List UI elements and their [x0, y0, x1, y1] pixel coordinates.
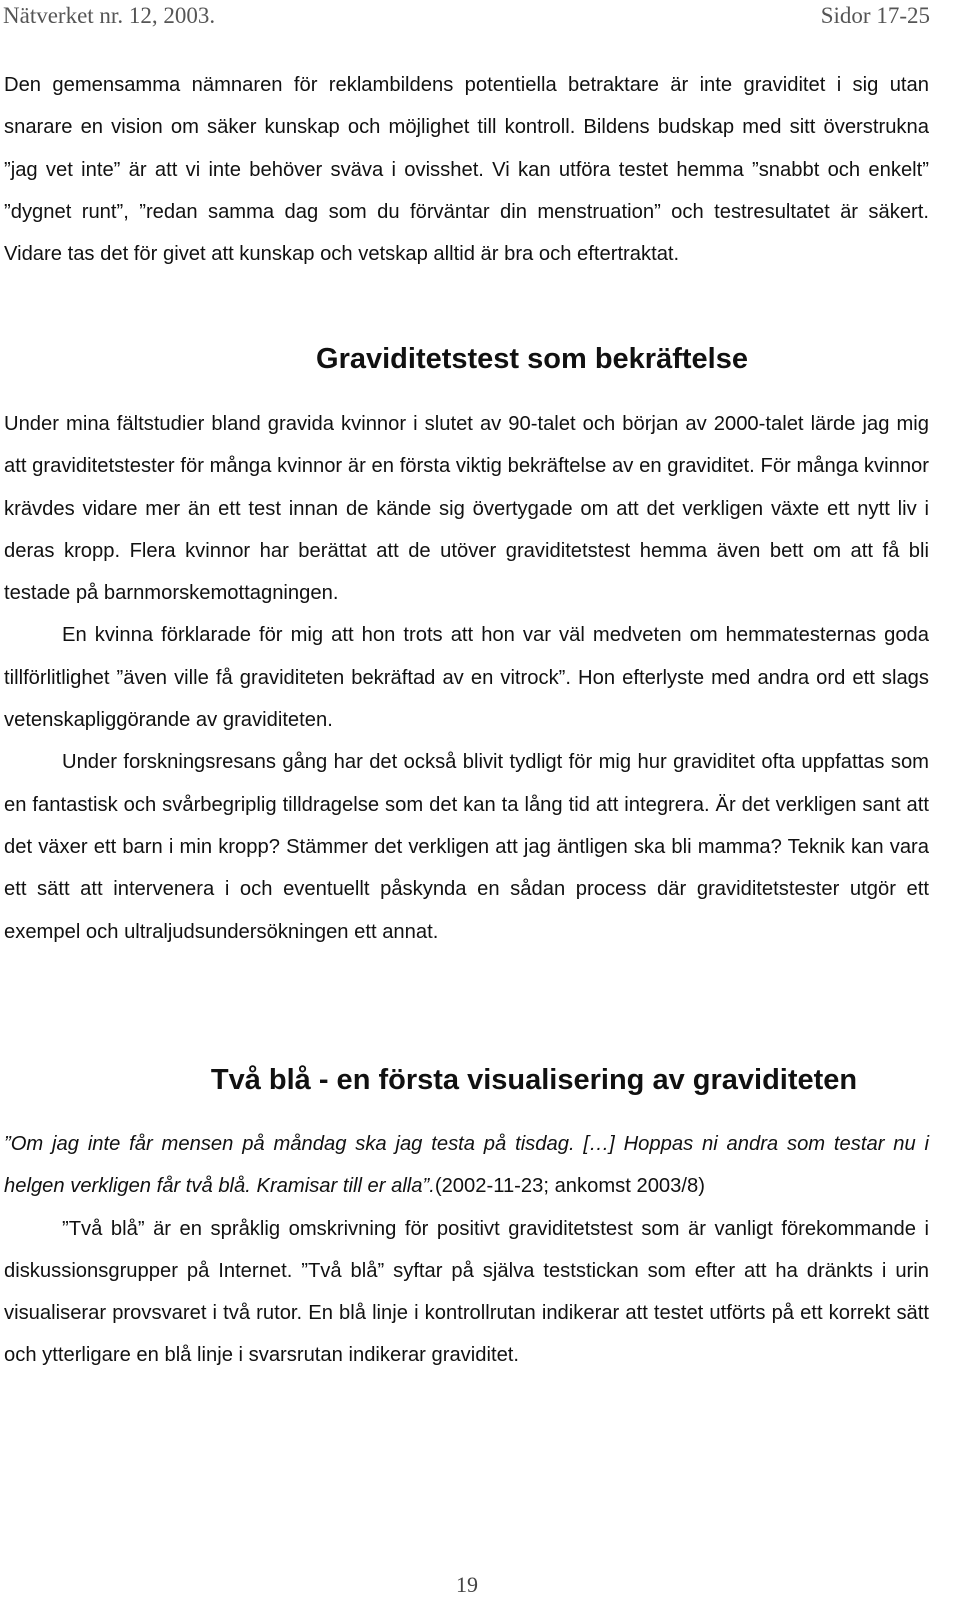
- body-paragraph: Under forskningsresans gång har det också blivit tydligt för mig hur graviditet ofta uppfattas som en fantastisk och svårbegriplig tilldragelse som det kan ta lång tid att integrera. Är det verkligen sant att det växer ett barn i min kropp? Stämmer det verkligen att jag äntligen ska bli mamma? Teknik kan vara ett sätt att intervenera i och eventuellt påskynda en sådan process där graviditetstester utgör ett exempel och ultraljudsundersökningen ett annat.: [4, 751, 929, 943]
- section-text-block: [4, 403, 929, 953]
- running-header: [3, 3, 930, 39]
- body-paragraph: Den gemensamma nämnaren för reklambildens potentiella betraktare är inte graviditet i sig utan snarare en vision om säker kunskap och möjlighet till kontroll. Bildens budskap med sitt överstrukna ”jag vet inte” är att vi inte behöver sväva i ovisshet. Vi kan utföra testet hemma ”snabbt och enkelt” ”dygnet runt”, ”redan samma dag som du förväntar din menstruation” och testresultatet är säkert. Vidare tas det för givet att kunskap och vetskap alltid är bra och eftertraktat.: [4, 74, 929, 266]
- body-paragraph: Under mina fältstudier bland gravida kvinnor i slutet av 90-talet och början av 2000-talet lärde jag mig att graviditetstester för många kvinnor är en första viktig bekräftelse av en graviditet. För många kvinnor krävdes vidare mer än ett test innan de kände sig övertygade om att det verkligen växte ett nytt liv i deras kropp. Flera kvinnor har berättat att de utöver graviditetstest hemma även bett om att få bli testade på barnmorskemottagningen.: [4, 413, 929, 605]
- page-range: Sidor 17-25: [820, 3, 930, 28]
- quote-source: (2002-11-23; ankomst 2003/8): [434, 1175, 705, 1198]
- page-number: 19: [456, 1572, 478, 1597]
- journal-issue: Nätverket nr. 12, 2003.: [3, 3, 216, 28]
- section-heading: Graviditetstest som bekräftelse: [316, 343, 748, 375]
- forum-quote: ”Om jag inte får mensen på måndag ska jag testa på tisdag. […] Hoppas ni andra som testar nu i helgen verkligen får två blå. Kramisar till er alla”.: [4, 1133, 929, 1198]
- body-paragraph: ”Två blå” är en språklig omskrivning för positivt graviditetstest som är vanligt förekommande i diskussionsgrupper på Internet. ”Två blå” syftar på själva teststickan som efter att ha dränkts i urin visualiserar provsvaret i två rutor. En blå linje i kontrollrutan indikerar att testet utförts på ett korrekt sätt och ytterligare en blå linje i svarsrutan indikerar graviditet.: [4, 1217, 929, 1367]
- section-heading: Två blå - en första visualisering av graviditeten: [210, 1064, 858, 1096]
- body-paragraph: En kvinna förklarade för mig att hon trots att hon var väl medveten om hemmatesternas goda tillförlitlighet ”även ville få graviditeten bekräftad av en vitrock”. Hon efterlyste med andra ord ett slags vetenskapliggörande av graviditeten.: [4, 624, 929, 732]
- intro-text-block: [4, 64, 929, 275]
- quote-paragraph: [4, 1123, 929, 1208]
- section-text-block: [4, 1123, 929, 1377]
